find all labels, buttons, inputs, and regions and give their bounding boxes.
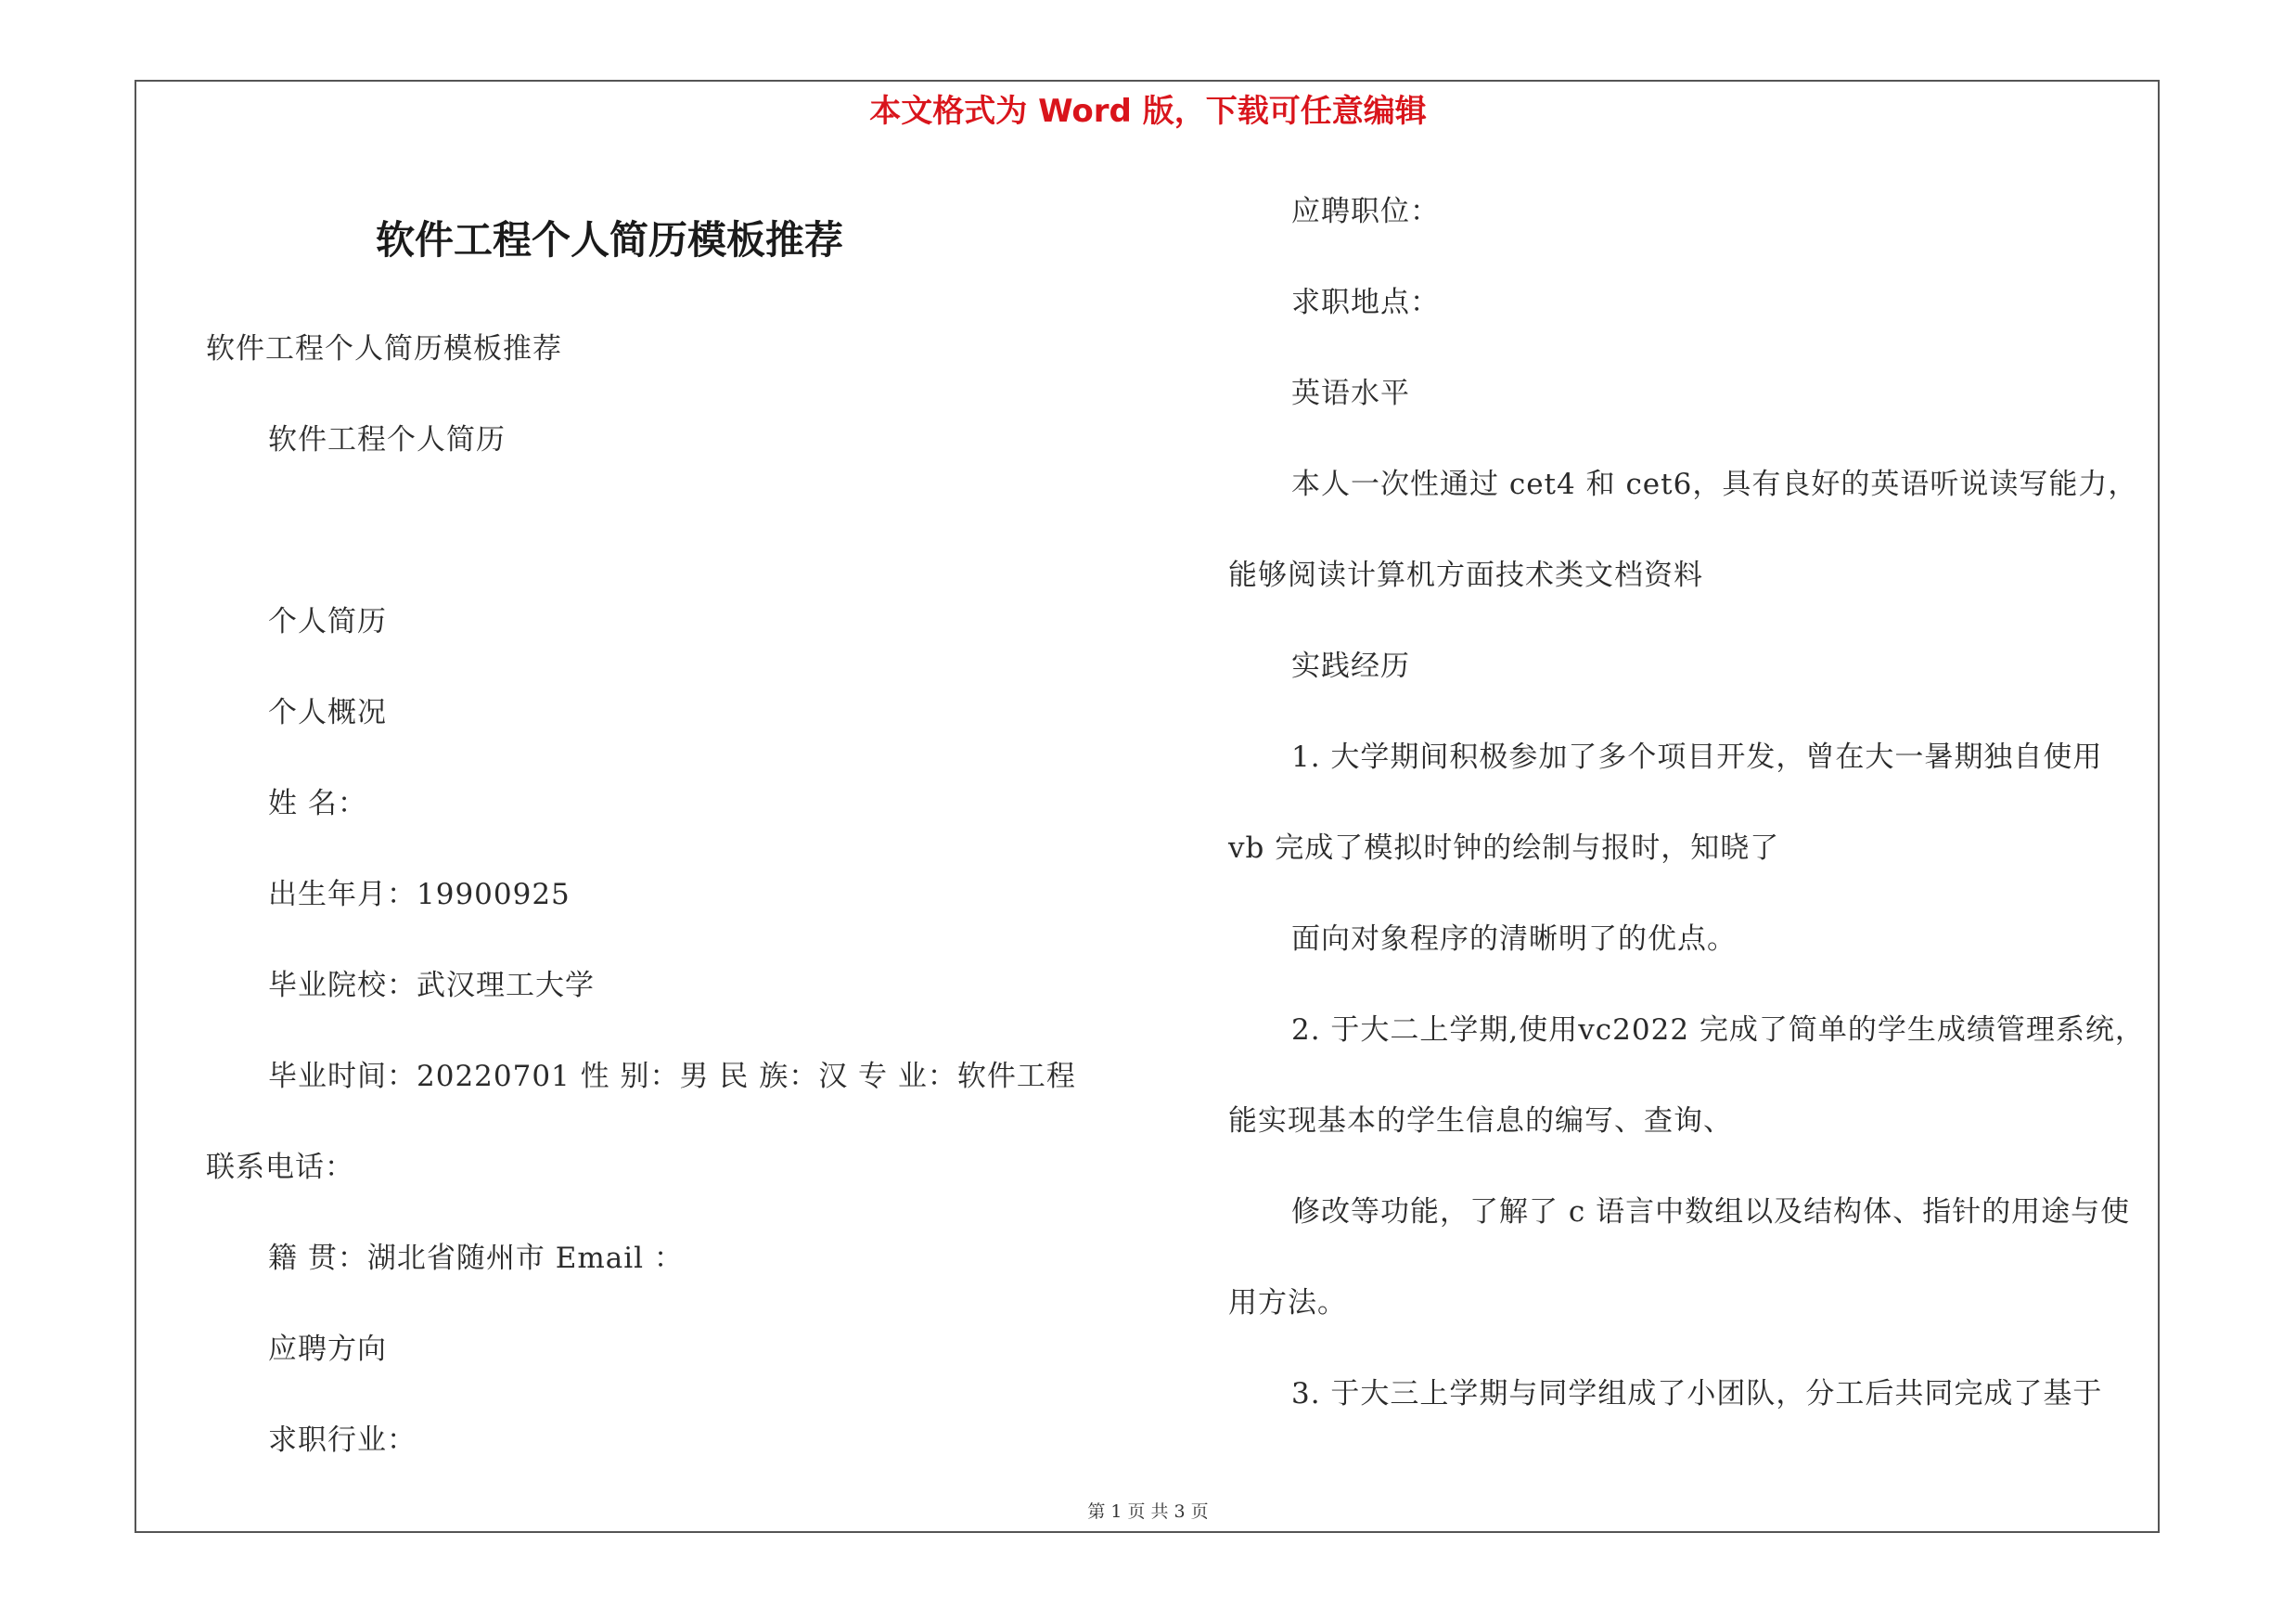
left-line-school: 毕业院校：武汉理工大学: [268, 969, 595, 1002]
page-frame: [135, 80, 2160, 1533]
left-line-personal-resume: 个人简历: [268, 605, 387, 638]
right-line-item2-c: 修改等功能，了解了 c 语言中数组以及结构体、指针的用途与使: [1291, 1195, 2131, 1229]
right-line-item1-b: vb 完成了模拟时钟的绘制与报时，知晓了: [1228, 831, 1780, 865]
right-line-position: 应聘职位：: [1291, 195, 1440, 228]
right-line-location: 求职地点：: [1291, 286, 1440, 319]
left-line-name: 姓 名：: [268, 787, 367, 820]
left-line-phone: 联系电话：: [206, 1151, 354, 1184]
page-footer: 第 1 页 共 3 页: [1087, 1501, 1209, 1522]
left-line-intro-title: 软件工程个人简历模板推荐: [206, 332, 562, 366]
right-line-item3-a: 3. 于大三上学期与同学组成了小团队，分工后共同完成了基于: [1291, 1377, 2103, 1410]
left-line-graduation-details: 毕业时间：20220701 性 别：男 民 族：汉 专 业：软件工程: [268, 1060, 1076, 1093]
format-banner: 本文格式为 Word 版，下载可任意编辑: [869, 93, 1427, 130]
right-line-english-heading: 英语水平: [1291, 377, 1410, 410]
left-line-birth: 出生年月：19900925: [268, 878, 571, 911]
right-line-english-detail-2: 能够阅读计算机方面技术类文档资料: [1228, 559, 1703, 592]
right-line-item1-c: 面向对象程序的清晰明了的优点。: [1291, 922, 1737, 956]
right-line-english-detail-1: 本人一次性通过 cet4 和 cet6，具有良好的英语听说读写能力，: [1291, 468, 2138, 501]
right-line-item2-b: 能实现基本的学生信息的编写、查询、: [1228, 1104, 1733, 1138]
right-line-item2-a: 2. 于大二上学期,使用vc2022 完成了简单的学生成绩管理系统，: [1291, 1013, 2145, 1047]
left-line-job-direction: 应聘方向: [268, 1333, 387, 1366]
right-line-item1-a: 1. 大学期间积极参加了多个项目开发，曾在大一暑期独自使用: [1291, 741, 2103, 774]
left-line-hometown-email: 籍 贯：湖北省随州市 Email ：: [268, 1242, 684, 1275]
document-title: 软件工程个人简历模板推荐: [376, 217, 844, 263]
left-line-industry: 求职行业：: [268, 1423, 417, 1457]
left-line-personal-overview: 个人概况: [268, 696, 387, 729]
right-line-item2-d: 用方法。: [1228, 1286, 1347, 1320]
left-line-resume-heading: 软件工程个人简历: [268, 423, 506, 457]
right-line-practice-heading: 实践经历: [1291, 650, 1410, 683]
